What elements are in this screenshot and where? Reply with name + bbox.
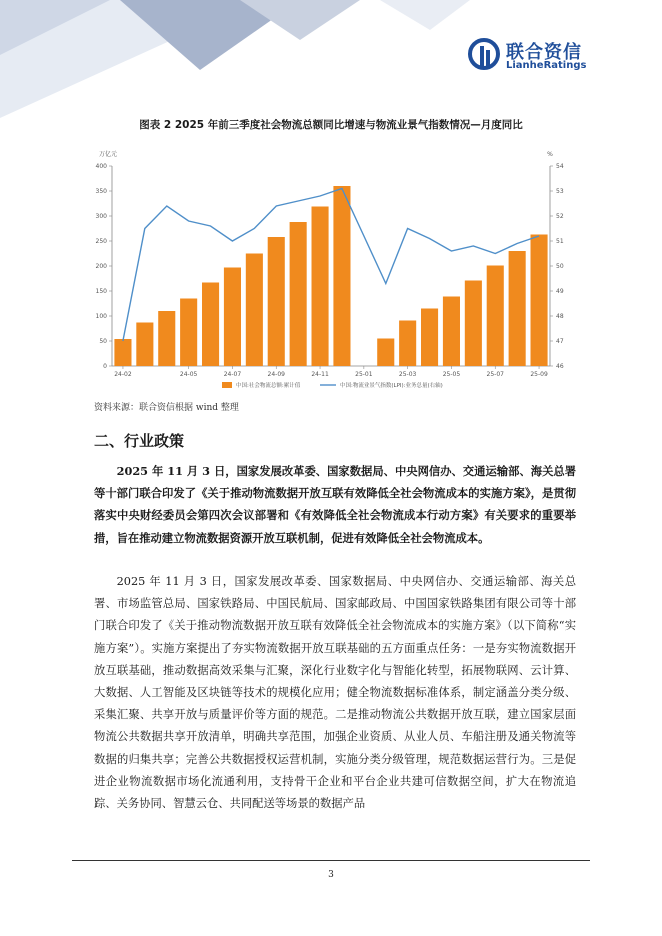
right-tick-label: 51 (556, 238, 564, 245)
brand-mark-icon (468, 38, 500, 70)
x-tick-label: 25-03 (398, 371, 417, 378)
bar-24-12 (333, 186, 350, 366)
bar-25-02 (377, 339, 394, 367)
x-tick-label: 25-09 (530, 371, 548, 378)
left-tick-label: 50 (99, 338, 107, 345)
legend-swatch-bar (222, 382, 232, 388)
right-tick-label: 50 (556, 263, 564, 270)
bar-24-05 (180, 299, 197, 367)
x-tick-label: 25-05 (442, 371, 461, 378)
left-axis-unit: 万亿元 (98, 151, 118, 158)
right-tick-label: 49 (556, 288, 564, 295)
x-tick-label: 24-02 (114, 371, 132, 378)
right-tick-label: 48 (556, 313, 564, 320)
left-tick-label: 150 (95, 288, 107, 295)
bar-25-09 (531, 235, 548, 367)
brand-logo (468, 38, 628, 78)
left-tick-label: 0 (103, 363, 107, 370)
legend-label-line: 中国:物流业景气指数(LPI):业务总量(右轴) (340, 383, 443, 389)
legend-label-bar: 中国:社会物流总额:累计值 (236, 383, 301, 389)
right-tick-label: 46 (556, 363, 564, 370)
bar-24-11 (312, 207, 329, 367)
right-tick-label: 54 (556, 163, 564, 170)
x-tick-label: 24-09 (267, 371, 285, 378)
x-tick-label: 25-07 (486, 371, 504, 378)
bar-24-06 (202, 283, 219, 367)
paragraph-summary: 2025 年 11 月 3 日，国家发展改革委、国家数据局、中央网信办、交通运输部、海关总署等十部门联合印发了《关于推动物流数据开放互联有效降低全社会物流成本的实施方案》，是贯彻落实中央财经委员会第四次会议部署和《有效降低全社会物流成本行动方案》有关要求的重要举措，旨在推动建立物流数据资源开放互联机制，促进有效降低全社会物流成本。 (94, 464, 576, 545)
right-tick-label: 52 (556, 213, 564, 220)
page-number: 3 (328, 870, 334, 880)
brand-name-cn: 联合资信 (506, 42, 582, 63)
combo-chart (92, 146, 578, 396)
left-tick-label: 400 (95, 163, 107, 170)
bar-25-08 (509, 251, 526, 366)
figure-source: 资料来源：联合资信根据 wind 整理 (94, 403, 239, 413)
bar-24-03 (136, 323, 153, 367)
paragraph-detail: 2025 年 11 月 3 日，国家发展改革委、国家数据局、中央网信办、交通运输部、海关总署、市场监管总局、国家铁路局、中国民航局、国家邮政局、中国国家铁路集团有限公司等十部门联合印发了《关于推动物流数据开放互联有效降低全社会物流成本的实施方案》（以下简称“实施方案”）。实施方案提出了夯实物流数据开放互联基础的五方面重点任务：一是夯实物流数据开放互联基础，推动数据高效采集与汇聚，深化行业数字化与智能化转型，拓展物联网、云计算、大数据、人工智能及区块链等技术的规模化应用；健全物流数据标准体系，制定涵盖分类分级、采集汇聚、共享开放与质量评价等方面的规范。二是推动物流公共数据开放互联，建立国家层面物流公共数据共享开放清单，明确共享范围，加强企业资质、从业人员、车船注册及通关物流等数据的归集共享；完善公共数据授权运营机制，实施分类分级管理，规范数据运营行为。三是促进企业物流数据市场化流通利用，支持骨干企业和平台企业共建可信数据空间，扩大在物流追踪、关务协同、智慧云仓、共同配送等场景的数据产品 (94, 575, 576, 811)
section-title: 二、行业政策 (94, 432, 185, 450)
x-tick-label: 24-11 (311, 371, 329, 378)
right-tick-label: 53 (556, 188, 564, 195)
right-axis-unit: % (547, 151, 553, 158)
x-tick-label: 25-01 (355, 371, 373, 378)
bar-24-09 (268, 237, 285, 366)
bar-24-04 (158, 311, 175, 366)
bar-25-06 (465, 281, 482, 367)
bar-25-07 (487, 266, 504, 367)
figure-caption: 图表 2 2025 年前三季度社会物流总额同比增速与物流业景气指数情况—月度同比 (139, 119, 523, 131)
bar-24-10 (290, 222, 307, 366)
left-tick-label: 350 (95, 188, 107, 195)
bar-25-04 (421, 309, 438, 367)
bar-24-08 (246, 254, 263, 367)
x-tick-label: 24-05 (179, 371, 198, 378)
bar-24-07 (224, 268, 241, 367)
bar-24-02 (114, 339, 131, 366)
left-tick-label: 250 (95, 238, 107, 245)
footer-rule (72, 860, 590, 861)
bar-25-05 (443, 297, 460, 367)
left-tick-label: 200 (95, 263, 107, 270)
brand-name-en: LianheRatings (506, 60, 587, 71)
left-tick-label: 300 (95, 213, 107, 220)
right-tick-label: 47 (556, 338, 564, 345)
x-tick-label: 24-07 (223, 371, 242, 378)
left-tick-label: 100 (95, 313, 107, 320)
bar-25-03 (399, 321, 416, 367)
